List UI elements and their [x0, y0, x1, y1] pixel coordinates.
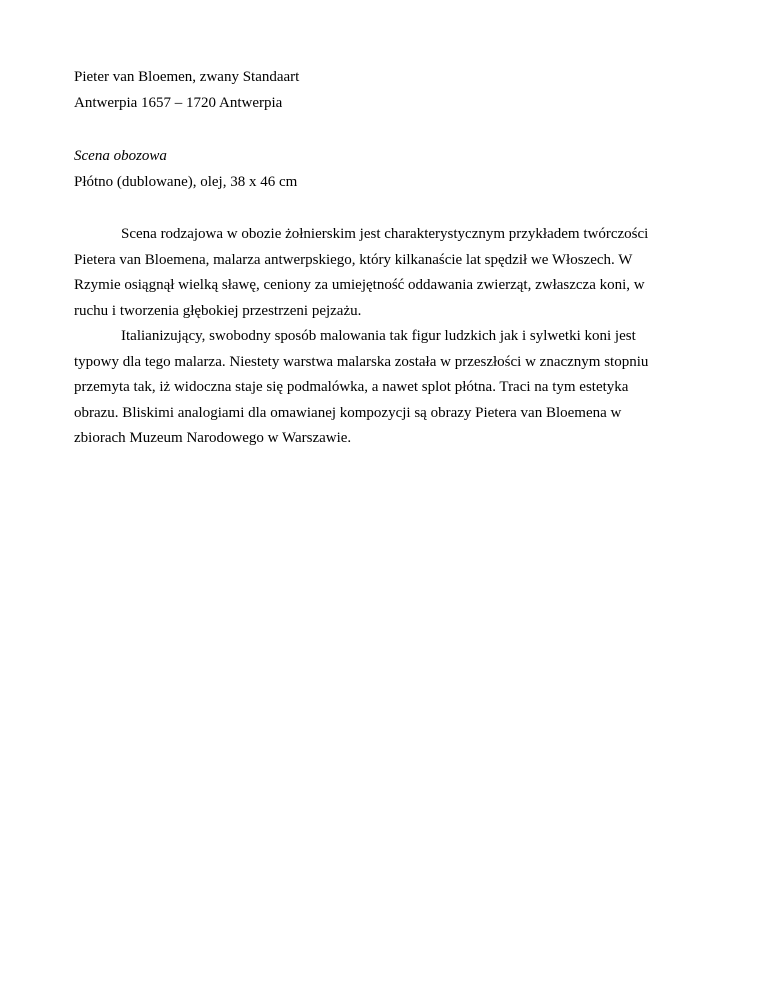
document-body	[74, 64, 694, 452]
spacer	[74, 195, 694, 222]
paragraph-line: Scena rodzajowa w obozie żołnierskim jest charakterystycznym przykładem twórczości	[121, 226, 649, 242]
paragraph-1	[74, 222, 694, 324]
artist-name: Pieter van Bloemen, zwany Standaart	[74, 69, 300, 85]
paragraph-line: Pietera van Bloemena, malarza antwerpskiego, który kilkanaście lat spędził we Włoszech. W	[74, 251, 633, 268]
paragraph-line: ruchu i tworzenia głębokiej przestrzeni pejzażu.	[74, 302, 362, 319]
artwork-title: Scena obozowa	[74, 148, 167, 164]
paragraph-2	[74, 324, 694, 452]
paragraph-line: typowy dla tego malarza. Niestety warstwa malarska została w przeszłości w znacznym stopniu	[74, 353, 649, 370]
spacer	[74, 116, 694, 143]
artist-life: Antwerpia 1657 – 1720 Antwerpia	[74, 95, 283, 111]
artwork-medium: Płótno (dublowane), olej, 38 x 46 cm	[74, 174, 298, 190]
artist-block	[74, 64, 694, 116]
paragraph-line: obrazu. Bliskimi analogiami dla omawianej kompozycji są obrazy Pietera van Bloemena w	[74, 404, 622, 421]
paragraph-line: przemyta tak, iż widoczna staje się podmalówka, a nawet splot płótna. Traci na tym estetyka	[74, 379, 629, 395]
artwork-block	[74, 143, 694, 195]
paragraph-line: Italianizujący, swobodny sposób malowania tak figur ludzkich jak i sylwetki koni jest	[121, 328, 636, 344]
paragraph-line: Rzymie osiągnął wielką sławę, ceniony za umiejętność oddawania zwierząt, zwłaszcza koni, w	[74, 277, 645, 293]
paragraph-line: zbiorach Muzeum Narodowego w Warszawie.	[74, 430, 352, 446]
